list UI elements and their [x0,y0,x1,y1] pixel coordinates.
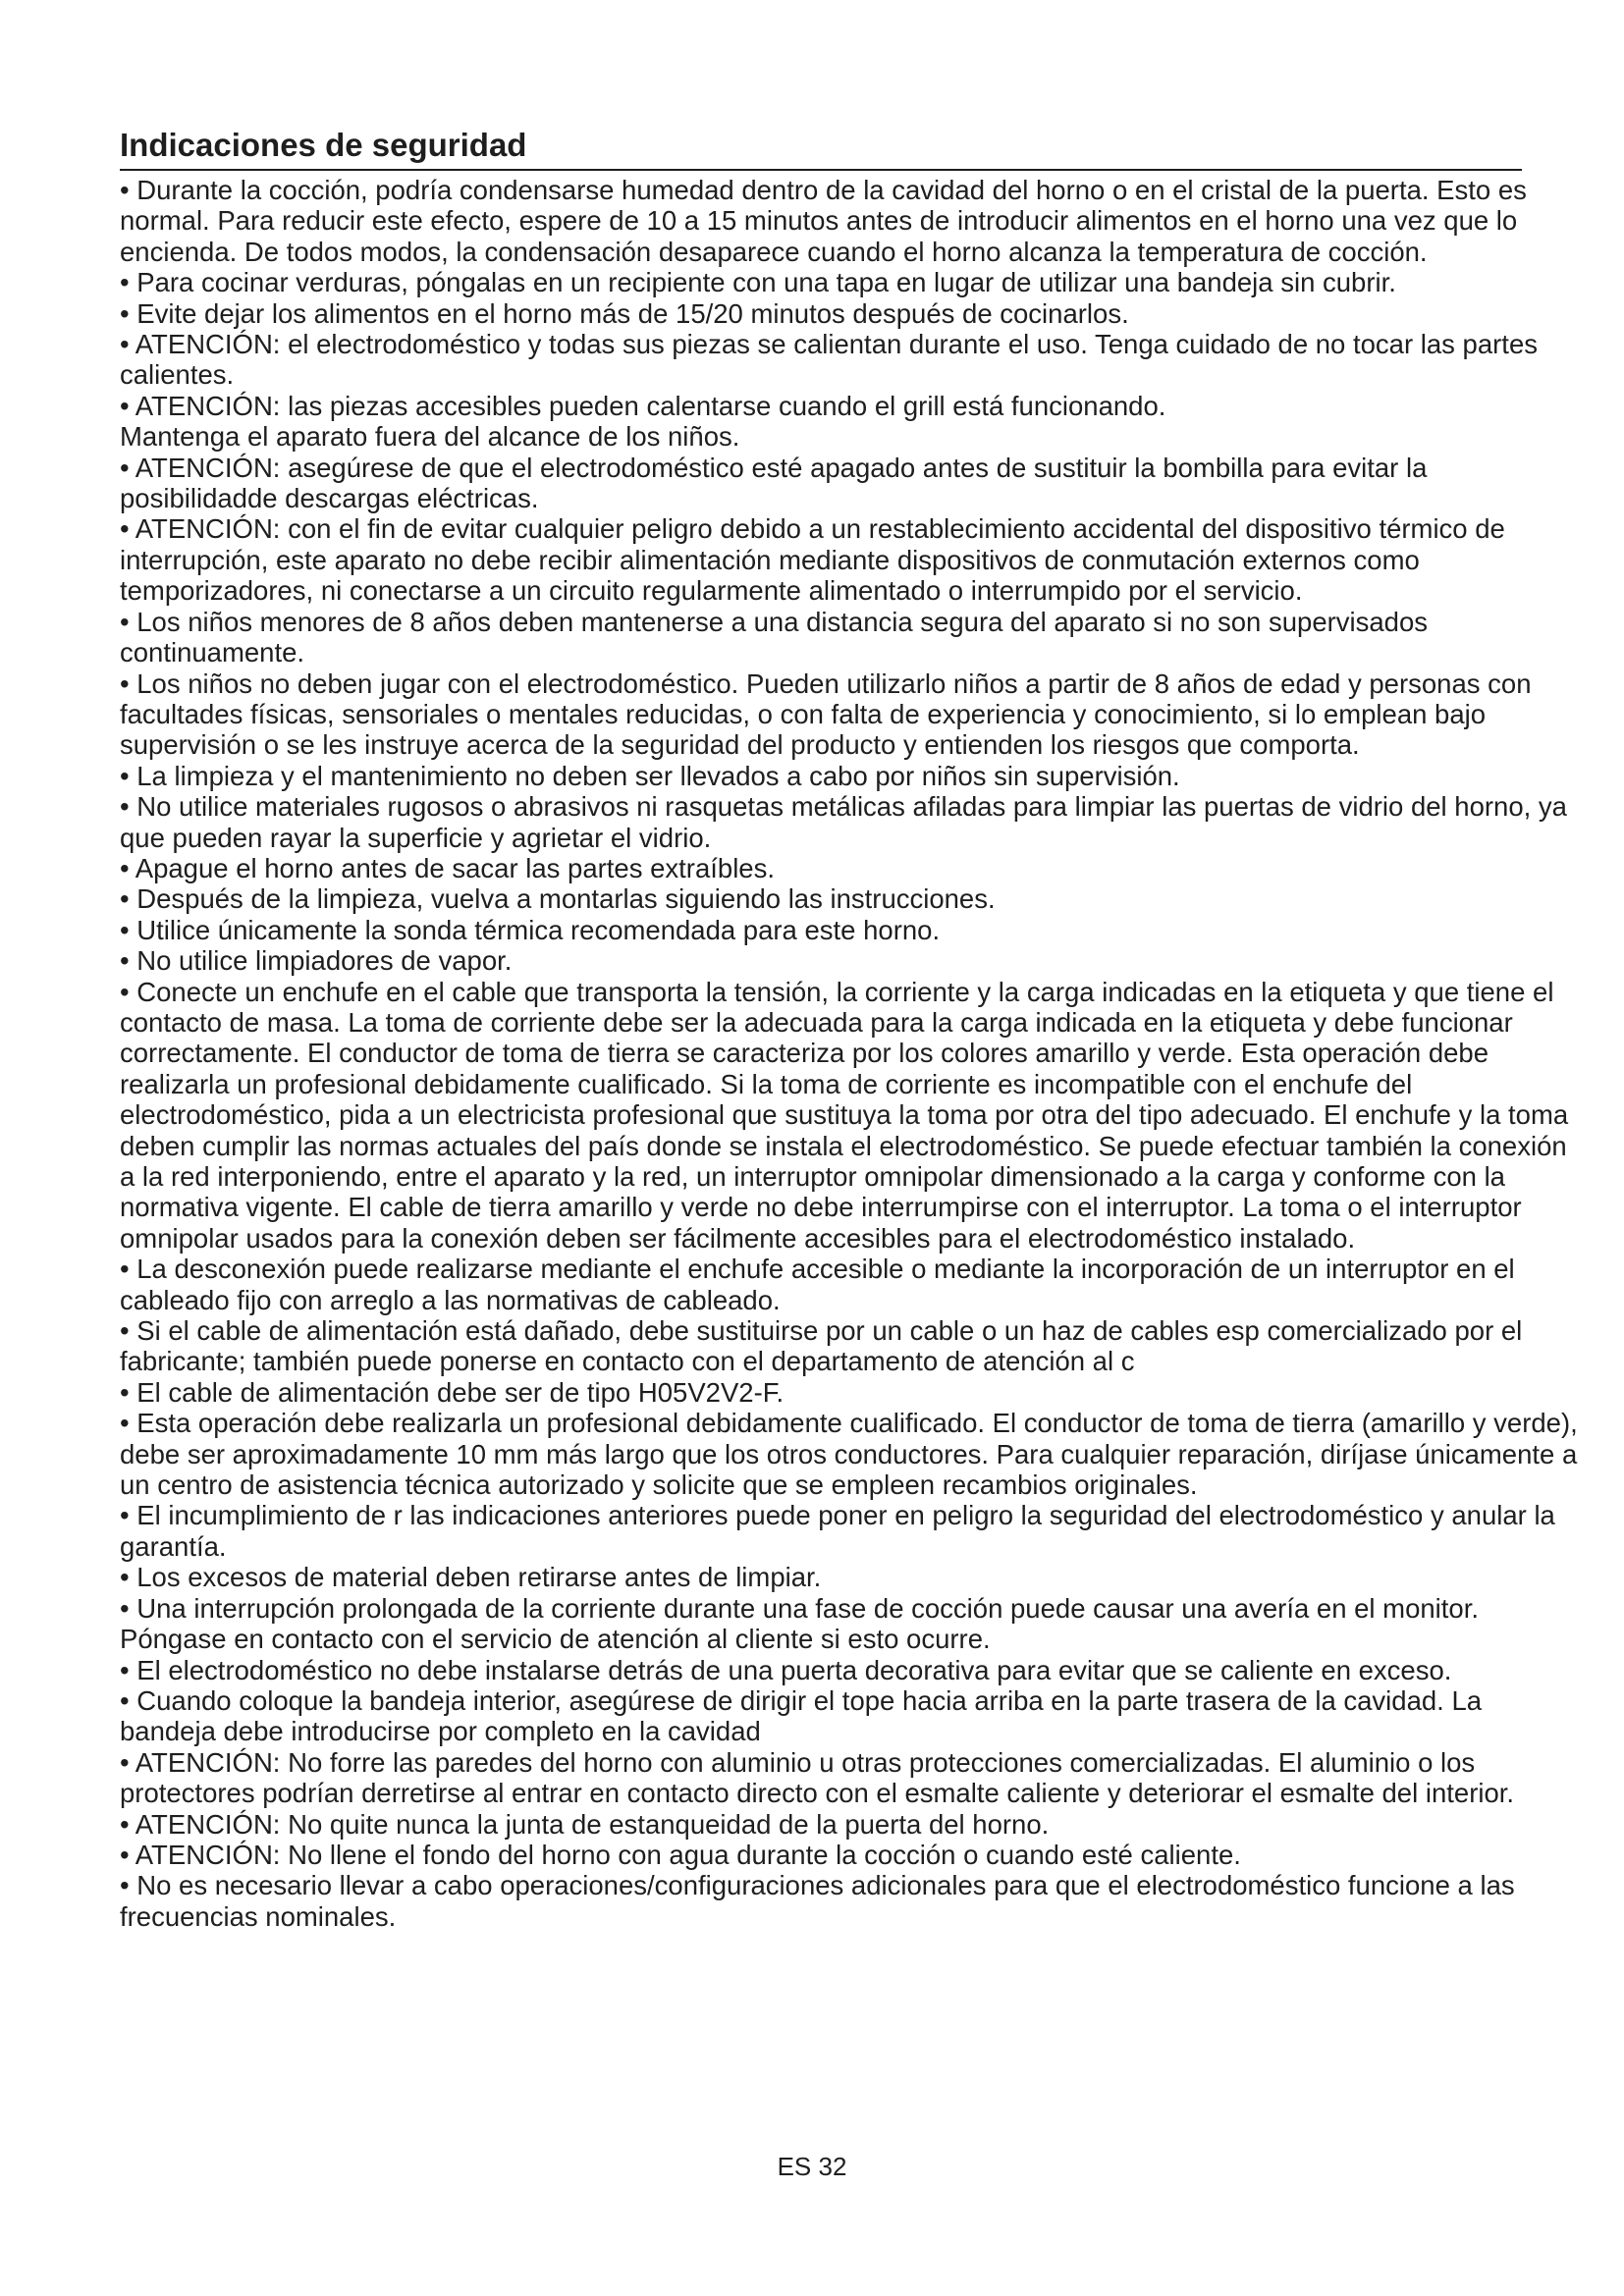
instruction-paragraph: • Los excesos de material deben retirarse antes de limpiar. [120,1562,822,1593]
instruction-paragraph: • El incumplimiento de r las indicaciones anteriores puede poner en peligro la seguridad del electrodoméstico y anular la garantía. [120,1500,1555,1562]
instruction-paragraph: • ATENCIÓN: el electrodoméstico y todas sus piezas se calientan durante el uso. Tenga cuidado de no tocar las partes calientes. [120,329,1538,391]
page-number: ES 32 [777,2152,847,2181]
instruction-paragraph: • ATENCIÓN: con el fin de evitar cualquier peligro debido a un restablecimiento accidental del dispositivo térmico de interrupción, este aparato no debe recibir alimentación mediante dispositivos de conmutación externos como temporizadores, ni conectarse a un circuito regularmente alimentado o interrumpido por el servicio. [120,513,1505,607]
instruction-paragraph: • Los niños no deben jugar con el electrodoméstico. Pueden utilizarlo niños a partir de 8 años de edad y personas con facultades físicas, sensoriales o mentales reducidas, o con falta de experiencia y conocimiento, si lo emplean bajo supervisión o se les instruye acerca de la seguridad del producto y entienden los riesgos que comporta. [120,667,1532,761]
instruction-paragraph: • ATENCIÓN: No quite nunca la junta de estanqueidad de la puerta del horno. [120,1808,1050,1840]
instruction-paragraph: • Cuando coloque la bandeja interior, asegúrese de dirigir el tope hacia arriba en la parte trasera de la cavidad. La bandeja debe introducirse por completo en la cavidad [120,1684,1483,1747]
instruction-paragraph: • El electrodoméstico no debe instalarse detrás de una puerta decorativa para evitar que se caliente en exceso. [120,1654,1452,1685]
instruction-paragraph: • ATENCIÓN: asegúrese de que el electrodoméstico esté apagado antes de sustituir la bombilla para evitar la posibilidadde descargas eléctricas. [120,452,1428,514]
instruction-paragraph: • Evite dejar los alimentos en el horno más de 15/20 minutos después de cocinarlos. [120,297,1129,329]
instruction-paragraph: • El cable de alimentación debe ser de tipo H05V2V2-F. [120,1376,785,1408]
instruction-paragraph: • Para cocinar verduras, póngalas en un recipiente con una tapa en lugar de utilizar una bandeja sin cubrir. [120,267,1396,298]
instruction-paragraph: • ATENCIÓN: No llene el fondo del horno con agua durante la cocción o cuando esté caliente. [120,1839,1241,1870]
instruction-paragraph: • Apague el horno antes de sacar las partes extraíbles. [120,852,775,883]
instruction-paragraph: • No utilice limpiadores de vapor. [120,945,513,977]
instruction-paragraph: • Utilice únicamente la sonda térmica recomendada para este horno. [120,914,941,945]
instruction-paragraph: Mantenga el aparato fuera del alcance de los niños. [120,421,740,453]
instruction-paragraph: • Una interrupción prolongada de la corriente durante una fase de cocción puede causar una avería en el monitor. Póngase en contacto con el servicio de atención al cliente si esto ocurre. [120,1592,1479,1655]
instruction-paragraph: • No utilice materiales rugosos o abrasivos ni rasquetas metálicas afiladas para limpiar las puertas de vidrio del horno, ya que pueden rayar la superficie y agrietar el vidrio. [120,791,1567,853]
instruction-paragraph: • Después de la limpieza, vuelva a montarlas siguiendo las instrucciones. [120,883,996,915]
instruction-paragraph: • Durante la cocción, podría condensarse humedad dentro de la cavidad del horno o en el cristal de la puerta. Esto es normal. Para reducir este efecto, espere de 10 a 15 minutos antes de introducir alimentos en el horno una vez que lo encienda. De todos modos, la condensación desaparece cuando el horno alcanza la temperatura de cocción. [120,175,1527,267]
instruction-paragraph: • No es necesario llevar a cabo operaciones/configuraciones adicionales para que el electrodoméstico funcione a las frecuencias nominales. [120,1870,1515,1932]
instruction-paragraph: • La desconexión puede realizarse mediante el enchufe accesible o mediante la incorporación de un interruptor en el cableado fijo con arreglo a las normativas de cableado. [120,1254,1515,1315]
instruction-paragraph: • Esta operación debe realizarla un profesional debidamente cualificado. El conductor de toma de tierra (amarillo y verde), debe ser aproximadamente 10 mm más largo que los otros conductores. Para cualquier reparación, diríjase únicamente a un centro de asistencia técnica autorizado y solicite que se empleen recambios originales. [120,1408,1578,1501]
safety-instructions-body [120,175,1583,1932]
instruction-paragraph: • ATENCIÓN: No forre las paredes del horno con aluminio u otras protecciones comercializadas. El aluminio o los protectores podrían derretirse al entrar en contacto directo con el esmalte caliente y deteriorar el esmalte del interior. [120,1746,1515,1809]
instruction-paragraph: • ATENCIÓN: las piezas accesibles pueden calentarse cuando el grill está funcionando. [120,390,1166,421]
page-title: Indicaciones de seguridad [120,127,527,163]
instruction-paragraph: • Si el cable de alimentación está dañado, debe sustituirse por un cable o un haz de cables esp comercializado por el fabricante; también puede ponerse en contacto con el departamento de atención al c [120,1315,1523,1377]
instruction-paragraph: • Los niños menores de 8 años deben mantenerse a una distancia segura del aparato si no son supervisados continuamente. [120,606,1429,668]
heading-rule [120,126,1522,171]
instruction-paragraph: • La limpieza y el mantenimiento no deben ser llevados a cabo por niños sin supervisión. [120,760,1180,791]
instruction-paragraph: • Conecte un enchufe en el cable que transporta la tensión, la corriente y la carga indicadas en la etiqueta y que tiene el contacto de masa. La toma de corriente debe ser la adecuada para la carga indicada en la etiqueta y debe funcionar correctamente. El conductor de toma de tierra se caracteriza por los colores amarillo y verde. Esta operación debe realizarla un profesional debidamente cualificado. Si la toma de corriente es incompatible con el enchufe del electrodoméstico, pida a un electricista profesional que sustituya la toma por otra del tipo adecuado. El enchufe y la toma deben cumplir las normas actuales del país donde se instala el electrodoméstico. Se puede efectuar también la conexión a la red interponiendo, entre el aparato y la red, un interruptor omnipolar dimensionado a la carga y conforme con la normativa vigente. El cable de tierra amarillo y verde no debe interrumpirse con el interruptor. La toma o el interruptor omnipolar usados para la conexión deben ser fácilmente accesibles para el electrodoméstico instalado. [120,976,1569,1254]
